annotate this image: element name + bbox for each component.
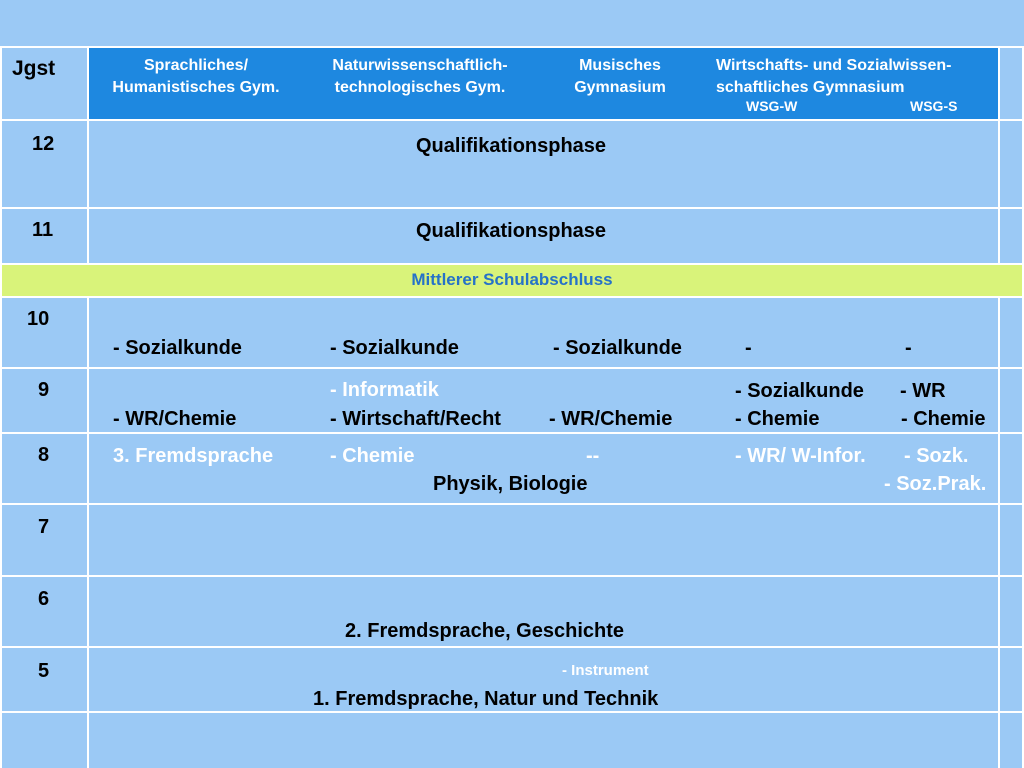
row9-c1: - WR/Chemie xyxy=(113,408,237,430)
mittlerer-schulabschluss-label: Mittlerer Schulabschluss xyxy=(411,270,613,289)
header-wsg-s: WSG-S xyxy=(910,98,958,114)
header-col3-line2: Gymnasium xyxy=(574,79,666,96)
row9-top-c4: - Sozialkunde xyxy=(735,380,864,402)
header-col3-line1: Musisches xyxy=(579,57,661,74)
grade-12: 12 xyxy=(32,133,55,155)
header-jgst-cell xyxy=(0,47,88,119)
row9-c2: - Wirtschaft/Recht xyxy=(330,408,501,430)
row8-bottom-right: - Soz.Prak. xyxy=(884,473,987,495)
row5-instrument: - Instrument xyxy=(562,662,649,679)
header-col2-line1: Naturwissenschaftlich- xyxy=(332,57,508,74)
row9-c5: - Chemie xyxy=(901,408,986,430)
grade-8: 8 xyxy=(38,444,50,466)
row10-c2: - Sozialkunde xyxy=(330,337,459,359)
row10-c3: - Sozialkunde xyxy=(553,337,682,359)
row9-top-c5: - WR xyxy=(900,380,946,402)
row8-c5: - Sozk. xyxy=(904,445,969,467)
row8-c1: 3. Fremdsprache xyxy=(113,445,274,467)
row10-c4: - xyxy=(745,337,752,359)
row10-c5: - xyxy=(905,337,912,359)
row8-c2: - Chemie xyxy=(330,445,415,467)
header-col4-line1: Wirtschafts- und Sozialwissen- xyxy=(716,57,952,74)
row9-c4: - Chemie xyxy=(735,408,820,430)
row8-c3: -- xyxy=(586,445,600,467)
header-col4-line2: schaftliches Gymnasium xyxy=(716,79,905,96)
grade-9: 9 xyxy=(38,379,50,401)
grade-7: 7 xyxy=(38,516,50,538)
row12-qualifikationsphase: Qualifikationsphase xyxy=(416,135,607,157)
header-col-sprachlich xyxy=(88,47,304,119)
header-col-musisch xyxy=(536,47,704,119)
row11-qualifikationsphase: Qualifikationsphase xyxy=(416,220,607,242)
row5-text: 1. Fremdsprache, Natur und Technik xyxy=(313,688,659,710)
header-wsg-w: WSG-W xyxy=(746,98,798,114)
header-col-naturwiss xyxy=(304,47,536,119)
row8-c4: - WR/ W-Infor. xyxy=(735,445,866,467)
row8-bottom-center: Physik, Biologie xyxy=(433,473,588,495)
grade-10: 10 xyxy=(27,308,50,330)
header-col2-line2: technologisches Gym. xyxy=(334,79,506,96)
grade-6: 6 xyxy=(38,588,50,610)
row10-c1: - Sozialkunde xyxy=(113,337,242,359)
mittlerer-schulabschluss-band xyxy=(0,265,1024,296)
row9-c3: - WR/Chemie xyxy=(549,408,673,430)
grade-11: 11 xyxy=(32,219,54,241)
header-col-wsg xyxy=(704,47,1000,119)
header-col1-line2: Humanistisches Gym. xyxy=(112,79,280,96)
grade-5: 5 xyxy=(38,660,50,682)
row9-top-c2: - Informatik xyxy=(330,379,439,401)
row6-text: 2. Fremdsprache, Geschichte xyxy=(345,620,625,642)
header-col1-line1: Sprachliches/ xyxy=(143,57,249,74)
header-jgst: Jgst xyxy=(12,57,56,80)
